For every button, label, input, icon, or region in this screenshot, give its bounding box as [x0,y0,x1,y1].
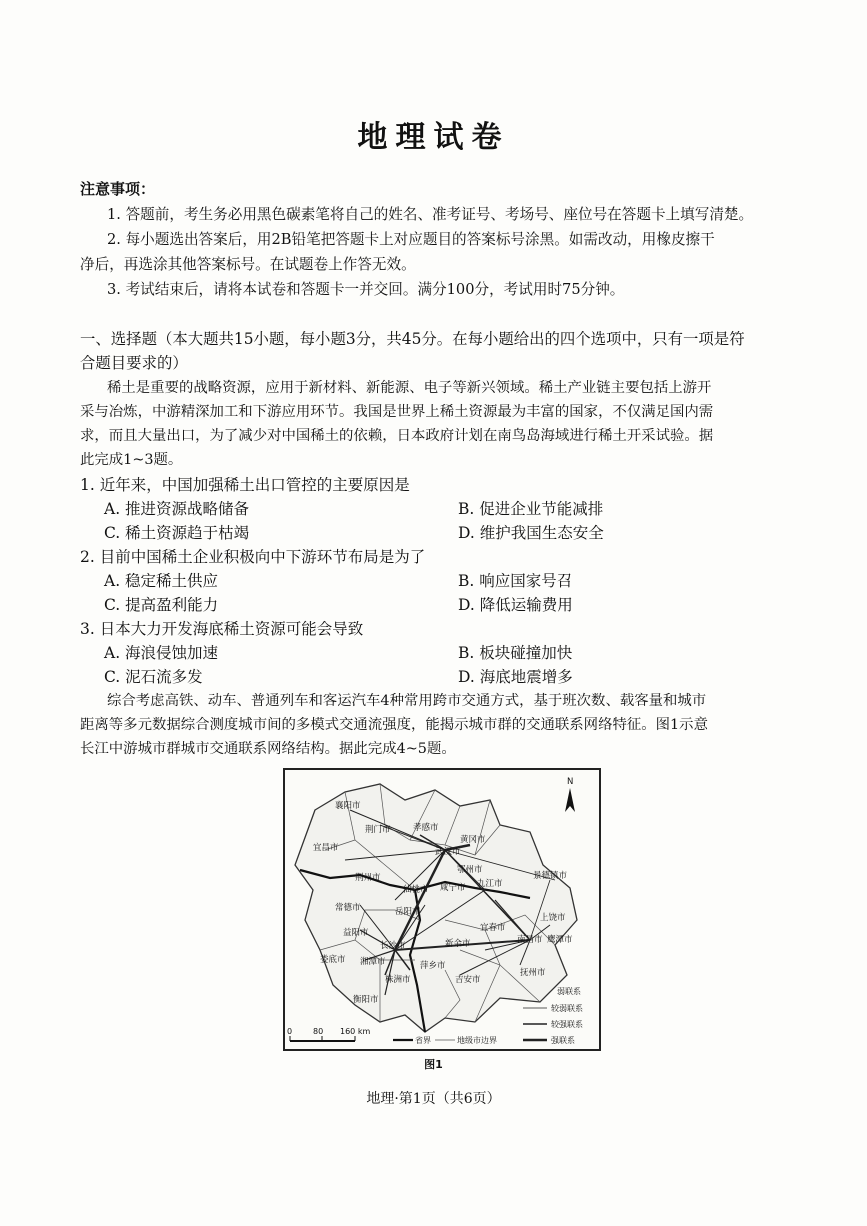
city-label: 萍乡市 [420,961,446,971]
city-label: 湘潭市 [360,957,386,967]
scale-bar [287,1027,370,1041]
city-label: 新余市 [445,939,471,949]
option-d: D. 降低运输费用 [458,596,573,614]
page-footer: 地理·第1页（共6页） [366,1091,501,1107]
svg-text:弱联系: 弱联系 [557,987,581,996]
option-c: C. 泥石流多发 [104,668,203,686]
boundary-legend [393,1035,497,1045]
city-label: 株洲市 [385,975,411,985]
city-label: 仙桃市 [403,885,429,895]
notice-heading: 注意事项： [80,180,156,198]
city-label: 上饶市 [540,913,566,923]
svg-text:N: N [567,777,574,787]
north-arrow-icon [565,777,575,812]
option-a: A. 稳定稀土供应 [104,572,219,590]
city-label: 孝感市 [413,823,439,833]
option-a: A. 海浪侵蚀加速 [104,644,219,662]
option-b: B. 促进企业节能减排 [458,500,604,518]
city-label: 鄂州市 [457,865,483,875]
passage-line: 采与冶炼，中游精深加工和下游应用环节。我国是世界上稀土资源最为丰富的国家，不仅满足国内需 [80,404,714,420]
city-label: 益阳市 [343,928,369,938]
option-d: D. 维护我国生态安全 [458,524,604,542]
question-stem: 2. 目前中国稀土企业积极向中下游环节布局是为了 [80,548,426,566]
city-label: 吉安市 [455,975,481,985]
option-c: C. 稀土资源趋于枯竭 [104,524,250,542]
notice-item: 3. 考试结束后，请将本试卷和答题卡一并交回。满分100分，考试用时75分钟。 [107,281,625,298]
passage-line: 综合考虑高铁、动车、普通列车和客运汽车4种常用跨市交通方式，基于班次数、载客量和城市 [107,693,707,709]
notice-item: 净后，再选涂其他答案标号。在试题卷上作答无效。 [80,256,416,273]
option-b: B. 响应国家号召 [458,572,573,590]
svg-text:较弱联系: 较弱联系 [551,1004,583,1013]
notice-item: 1. 答题前，考生务必用黑色碳素笔将自己的姓名、准考证号、考场号、座位号在答题卡上填写清楚。 [107,206,754,223]
passage-line: 此完成1~3题。 [80,452,183,468]
network-map [285,770,599,1049]
svg-text:较强联系: 较强联系 [551,1020,583,1029]
city-label: 岳阳市 [395,907,421,917]
city-label: 常德市 [335,903,361,913]
svg-text:省界: 省界 [415,1036,431,1045]
section-heading: 一、选择题（本大题共15小题，每小题3分，共45分。在每小题给出的四个选项中，只有一项是符 [80,330,745,348]
city-label: 宜昌市 [313,843,339,853]
option-c: C. 提高盈利能力 [104,596,219,614]
question-stem: 1. 近年来，中国加强稀土出口管控的主要原因是 [80,476,410,494]
city-label: 娄底市 [320,955,346,965]
city-label: 衡阳市 [353,995,379,1005]
svg-text:地级市边界: 地级市边界 [457,1036,497,1045]
passage-line: 求，而且大量出口，为了减少对中国稀土的依赖，日本政府计划在南鸟岛海域进行稀土开采试验。据 [80,428,714,444]
city-label: 宜春市 [480,923,506,933]
city-label: 长沙市 [380,941,406,951]
city-label: 荆门市 [365,825,391,835]
option-d: D. 海底地震增多 [458,668,573,686]
city-label: 九江市 [477,879,503,889]
section-heading-cont: 合题目要求的） [80,354,188,372]
city-label: 黄冈市 [460,835,486,845]
scale-label: 0 [287,1027,293,1036]
svg-text:强联系: 强联系 [551,1036,575,1045]
city-label: 襄阳市 [335,801,361,811]
page-title: 地理试卷 [357,120,510,155]
passage-line: 稀土是重要的战略资源，应用于新材料、新能源、电子等新兴领域。稀土产业链主要包括上游开 [107,380,712,396]
scale-label: 160 km [340,1027,371,1036]
city-label: 荆州市 [355,873,381,883]
city-label: 武汉市 [435,847,461,857]
option-a: A. 推进资源战略储备 [104,500,250,518]
city-label: 鹰潭市 [547,935,573,945]
question-stem: 3. 日本大力开发海底稀土资源可能会导致 [80,620,364,638]
passage-line: 长江中游城市群城市交通联系网络结构。据此完成4~5题。 [80,741,456,757]
scale-label: 80 [313,1027,324,1036]
city-label: 南昌市 [517,935,543,945]
passage-line: 距离等多元数据综合测度城市间的多模式交通流强度，能揭示城市群的交通联系网络特征。图1示意 [80,717,708,733]
city-label: 抚州市 [520,968,546,978]
option-b: B. 板块碰撞加快 [458,644,573,662]
city-label: 景德镇市 [533,871,568,881]
map-figure [283,768,601,1051]
figure-caption: 图1 [424,1058,443,1071]
city-label: 咸宁市 [440,883,466,893]
notice-item: 2. 每小题选出答案后，用2B铅笔把答题卡上对应题目的答案标号涂黑。如需改动，用橡皮擦干 [107,231,715,248]
